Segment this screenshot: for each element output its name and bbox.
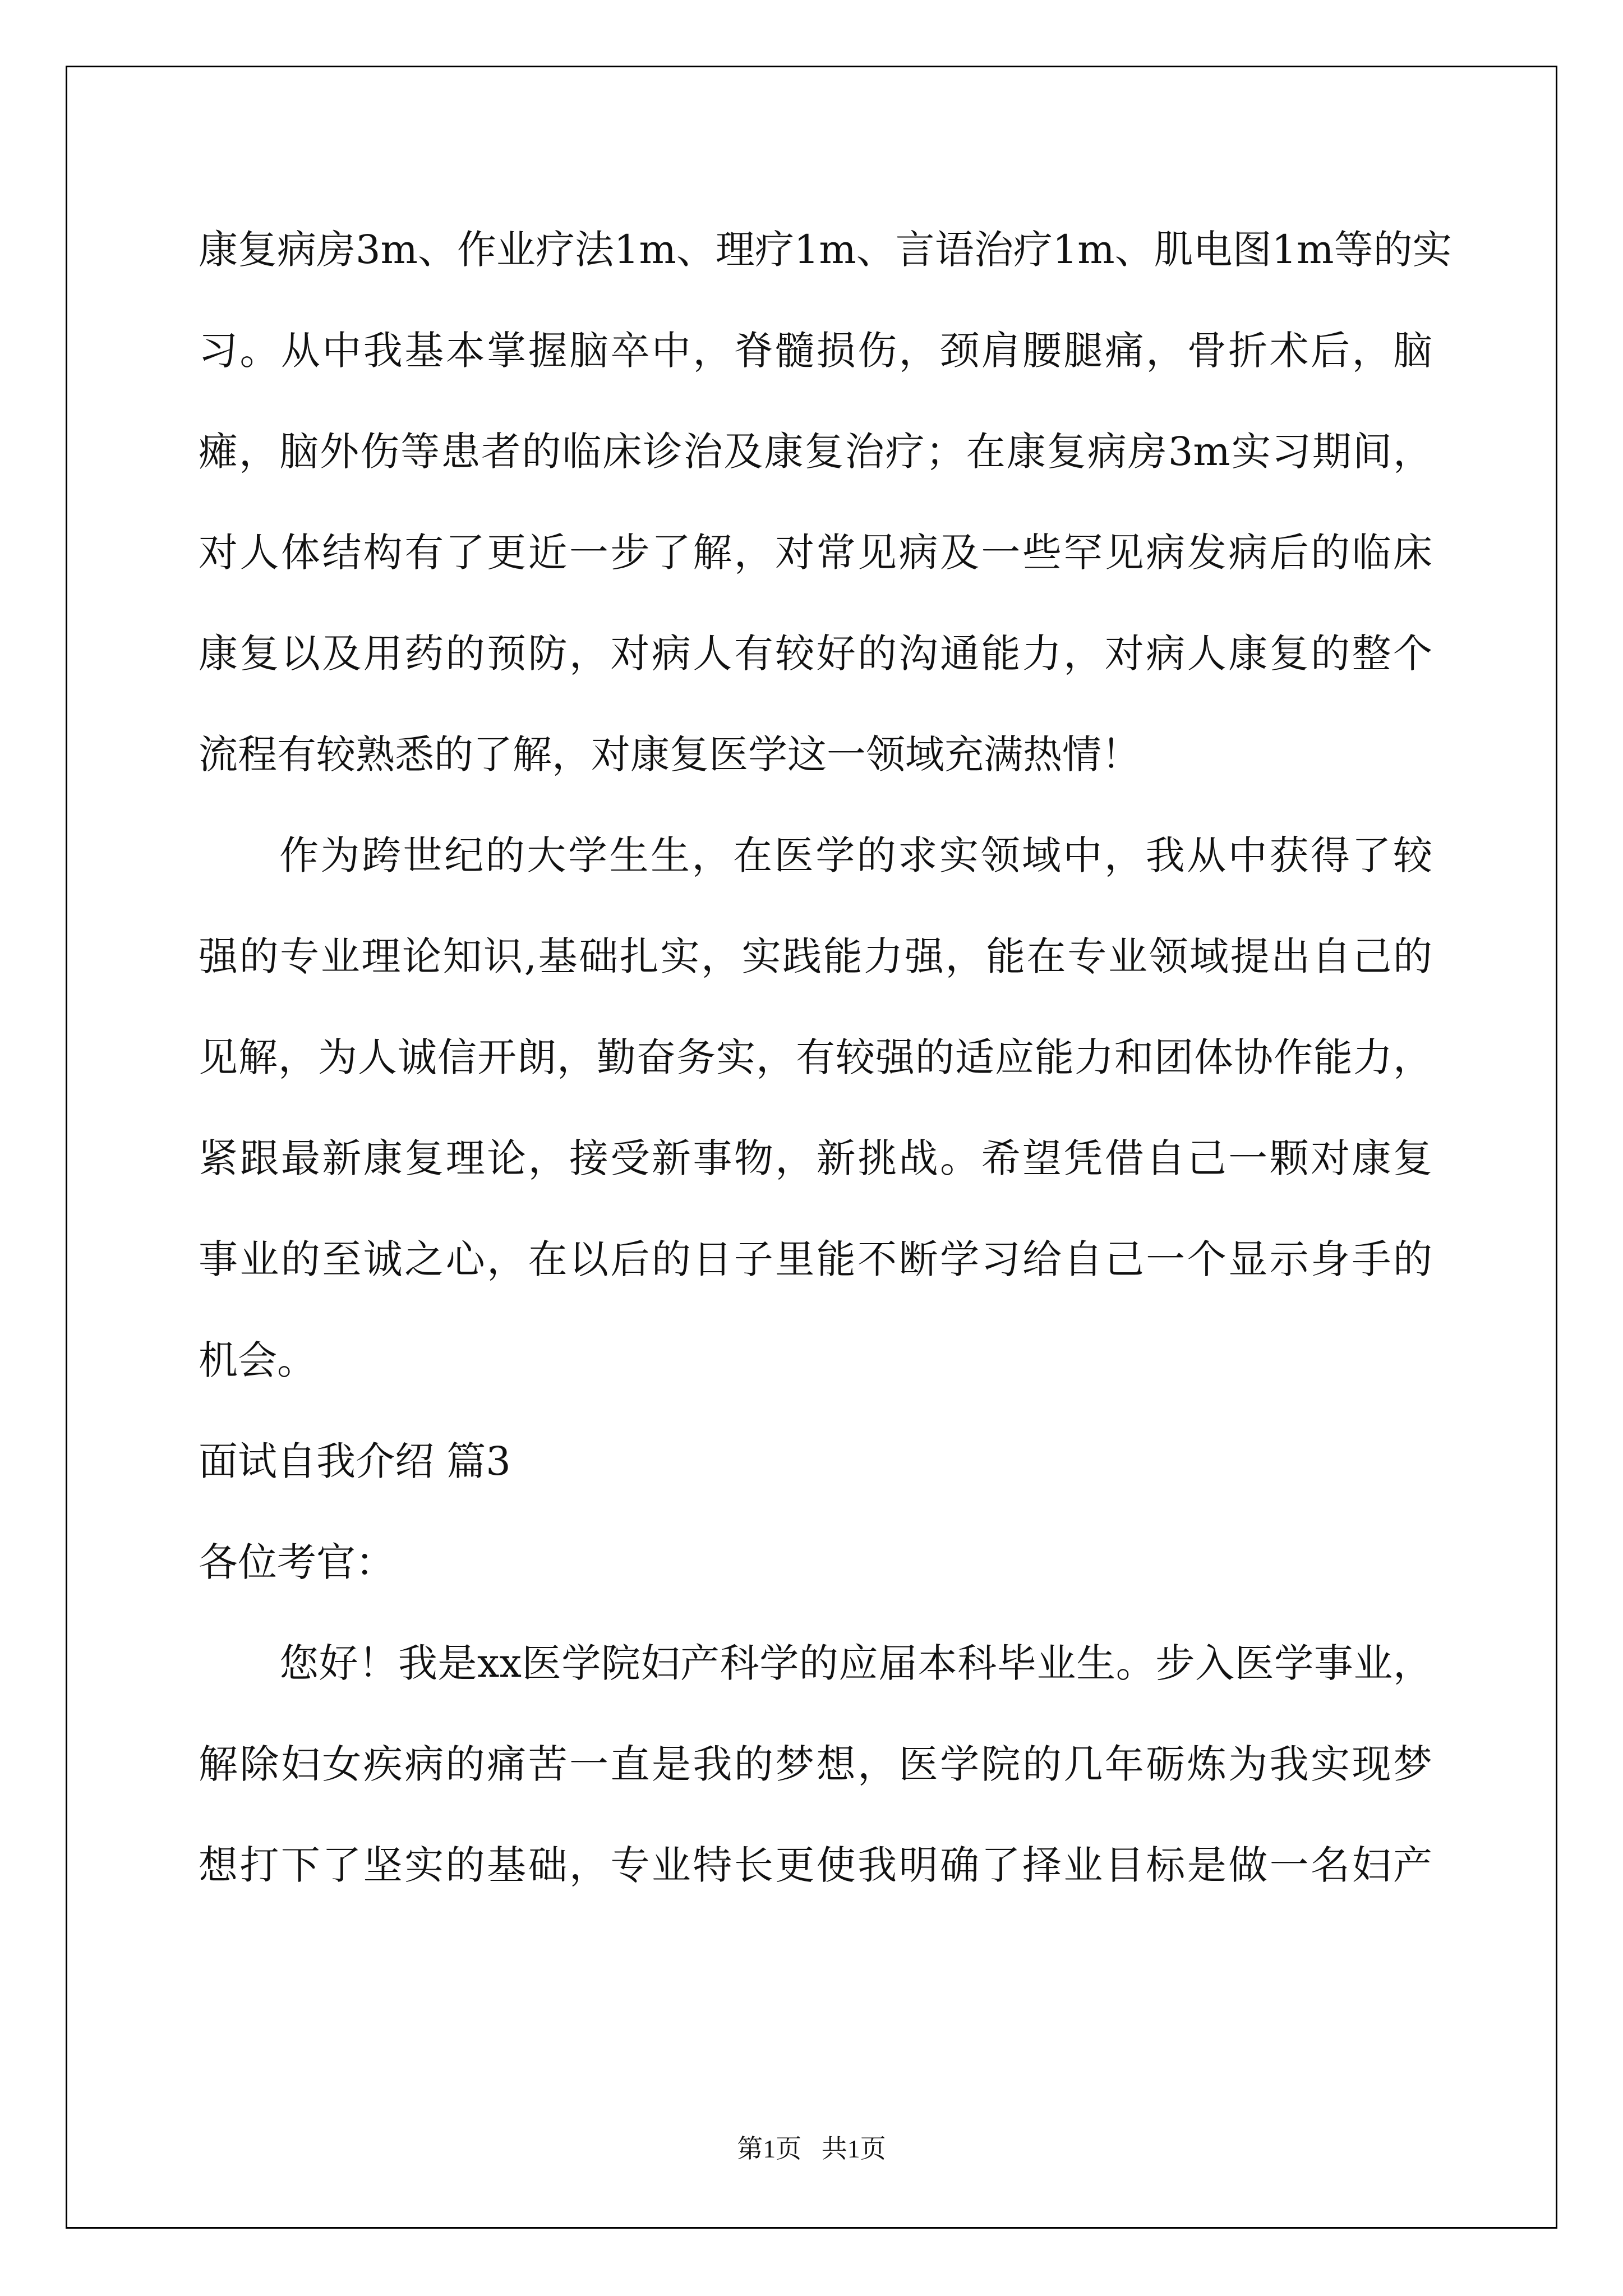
paragraph-line: 对人体结构有了更近一步了解，对常见病及一些罕见病发病后的临床 bbox=[199, 530, 1432, 576]
paragraph-line: 想打下了坚实的基础，专业特长更使我明确了择业目标是做一名妇产 bbox=[199, 1842, 1432, 1888]
paragraph-line: 作为跨世纪的大学生生，在医学的求实领域中，我从中获得了较 bbox=[279, 832, 1432, 878]
paragraph-line: 见解，为人诚信开朗，勤奋务实，有较强的适应能力和团体协作能力， bbox=[199, 1034, 1432, 1080]
paragraph-line: 解除妇女疾病的痛苦一直是我的梦想，医学院的几年砺炼为我实现梦 bbox=[199, 1741, 1432, 1787]
page-number-current: 第1页 bbox=[737, 2134, 802, 2163]
paragraph-line: 您好！我是xx医学院妇产科学的应届本科毕业生。步入医学事业， bbox=[279, 1640, 1432, 1686]
paragraph-line: 瘫，脑外伤等患者的临床诊治及康复治疗；在康复病房3m实习期间， bbox=[199, 429, 1432, 475]
paragraph-line: 机会。 bbox=[199, 1337, 316, 1383]
paragraph-line: 习。从中我基本掌握脑卒中，脊髓损伤，颈肩腰腿痛，骨折术后，脑 bbox=[199, 328, 1432, 374]
paragraph-line: 康复以及用药的预防，对病人有较好的沟通能力，对病人康复的整个 bbox=[199, 631, 1432, 677]
page-number-total: 共1页 bbox=[821, 2134, 886, 2163]
paragraph-line: 事业的至诚之心，在以后的日子里能不断学习给自己一个显示身手的 bbox=[199, 1236, 1432, 1282]
salutation: 各位考官： bbox=[199, 1539, 395, 1585]
section-heading: 面试自我介绍 篇3 bbox=[199, 1438, 511, 1484]
paragraph-line: 紧跟最新康复理论，接受新事物，新挑战。希望凭借自己一颗对康复 bbox=[199, 1135, 1432, 1181]
page-footer bbox=[0, 2135, 1623, 2163]
paragraph-line: 强的专业理论知识,基础扎实，实践能力强，能在专业领域提出自己的 bbox=[199, 933, 1432, 979]
paragraph-line: 流程有较熟悉的了解，对康复医学这一领域充满热情！ bbox=[199, 731, 1141, 777]
paragraph-line: 康复病房3m、作业疗法1m、理疗1m、言语治疗1m、肌电图1m等的实 bbox=[199, 227, 1452, 273]
